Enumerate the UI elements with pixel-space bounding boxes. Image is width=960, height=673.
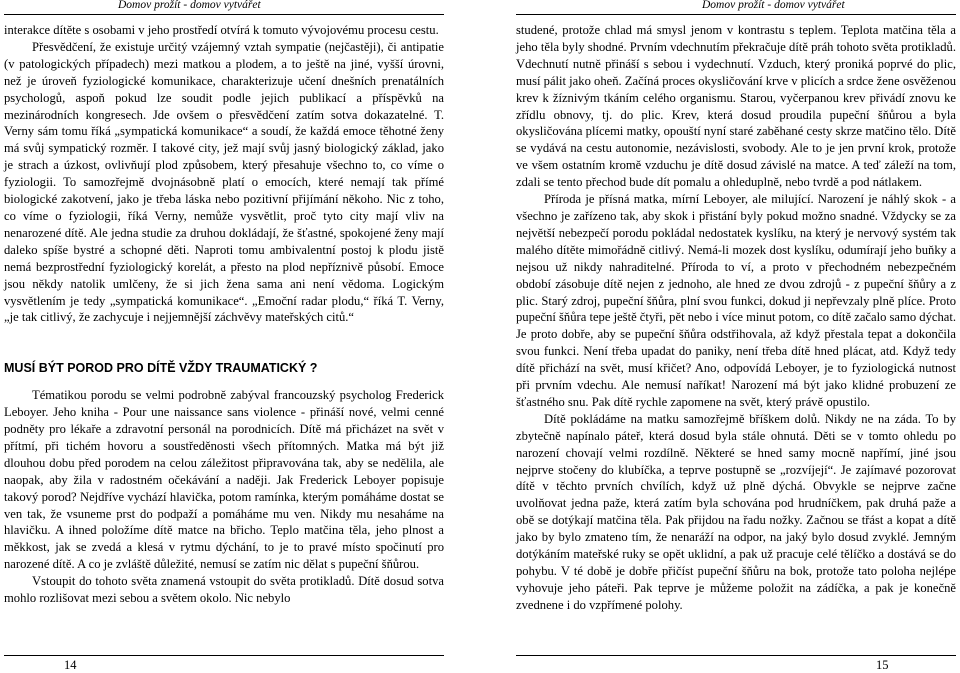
paragraph-world-of-contrasts: Vstoupit do tohoto světa znamená vstoupit do světa protikladů. Dítě dosud sotva mohlo rozlišovat mezi sebou a světem okolo. Nic nebylo (4, 574, 444, 606)
paragraph-cold-warm: studené, protože chlad má smysl jenom v kontrastu s teplem. Teplota matčina těla a jeho těla byly shodné. Prvním vdechnutím překračuje dítě práh tohoto světa protikladů. Vdechnutí nutně přináší s sebou i vydechnutí. Vzduch, který proniká poprvé do plic, musí pálit jako oheň. Začíná proces okysličování krve v plicích a srdce žene osvěženou krev k žíznivým tkáním celého organismu. Starou, vyčerpanou krev přivádí znovu ke zřídlu obnovy, tj. do plic. Krev, která dosud proudila pupeční šňůrou a byla okysličována plícemi matky, opouští nyní staré zaběhané cesty skrze matčino tělo. Dítě se vydává na cestu autonomie, nezávislosti, svobody. Ale to je jen první krok, protože ve všem ostatním kromě vzduchu je dítě dosud závislé na matce. A teď záleží na tom, zdali se tento přechod bude dít pomalu a ohleduplně, nebo tvrdě a pod nátlakem. (516, 23, 956, 190)
paragraph-continuation: interakce dítěte s osobami v jeho prostředí otvírá k tomuto vývojovému procesu cestu. (4, 23, 439, 37)
paragraph-leboyer: Tématikou porodu se velmi podrobně zabýval francouzský psycholog Frederick Leboyer. Jeho kniha - Pour une naissance sans violence - přináší nové, velmi cenné podněty pro lékaře a zdravotní personál na porodnicích. Dítě má přicházet na svět v přítmí, při tichém hovoru a soustředěnosti všech přítomných. Matka má být již dlouhou dobu před porodem na celou záležitost připravována tak, aby se nedělila, ale naopak, aby žila v radostném očekávání a naději. Jak Frederick Leboyer popisuje takový porod? Nejdříve vychází hlavička, potom ramínka, kterým pomáháme dostat se ven tak, že vsuneme prst do podpaží a pomáháme mu ven. Nikdy mu nesaháme na hlavičku. A ihned položíme dítě matce na břicho. Teplo matčina těla, jeho plnost a měkkost, jak se zvedá a klesá v rytmu dýchání, to je to pravé místo spočinutí pro narozené dítě. A co je zvláště důležité, nemusí se zatím nic dělat s pupeční šňůrou. (4, 388, 444, 572)
page-number-left: 14 (64, 658, 77, 672)
paragraph-nature-mother: Příroda je přísná matka, mírní Leboyer, ale milující. Narození je náhlý skok - a všechno je zařízeno tak, aby skok i přistání byly pokud možno snadné. Vždycky se za největší nebezpečí porodu pokládal nedostatek kyslíku, na který je nervový systém tak malého dítěte mimořádně citlivý. Nemá-li mozek dost kyslíku, odumírají jeho buňky a nejsou už nikdy nahraditelné. Příroda to ví, a proto v přechodném nebezpečném období zásobuje dítě nejen z jednoho, ale hned ze dvou zdrojů - z pupeční šňůry a z plic. Starý zdroj, pupeční šňůra, plní svou funkci, dokud ji nepřevzaly plně plíce. Proto pupeční šňůra tepe ještě čtyři, pět nebo i více minut potom, co dítě začalo samo dýchat. Je proto dobře, aby se pupeční šňůra odstřihovala, až když přestala tepat a dokončila svou funkci. Není třeba upadat do paniky, není třeba dítě hned plácat, atd. Když tedy dítě přichází na svět, musí křičet? Ano, odpovídá Leboyer, je to fyziologická nutnost při prvním vdechu. Ale nemusí naříkat! Narození má být jako klidné probuzení ze šťastného snu. Pak dítě rychle zapomene na svět, který právě opustilo. (516, 192, 956, 409)
header-title-left: Domov prožít - domov vytvářet (118, 0, 261, 11)
left-page (4, 0, 444, 672)
right-page (516, 0, 956, 672)
left-page-body (4, 22, 444, 607)
page-footer-left (4, 655, 444, 672)
running-header-left (4, 0, 444, 15)
section-heading: MUSÍ BÝT POROD PRO DÍTĚ VŽDY TRAUMATICKÝ ? (4, 361, 318, 376)
header-title-right: Domov prožít - domov vytvářet (702, 0, 845, 11)
paragraph-sympathy: Přesvědčení, že existuje určitý vzájemný vztah sympatie (nejčastěji), či antipatie (v patologických případech) mezi matkou a plodem, a to ještě na jiné, vyšší úrovni, než je úroveň fyziologické komunikace, charakterizuje učení dnešních prenatálních psychologů, aspoň pokud lze soudit podle jejich publikací a příspěvků na mezinárodních kongresech. Jde ovšem o přesvědčení zatím sotva dokazatelné. T. Verny sám tomu říká „sympatická komunikace“ a soudí, že každá emoce těhotné ženy má svůj sympatický rozměr. I takové city, jež mají svůj jasný biologický základ, jako je strach a úzkost, ovlivňují plod způsobem, který přesahuje všechno to, co víme o fyziologii. To samozřejmě dvojnásobně platí o emocích, které nemají tak přímé biologické zakotvení, jako je třeba láska nebo pozitivní přijímání někoho. Nic z toho, co víme o fyziologii, říká Verny, nemůže vysvětlit, proč tyto city mají vliv na nenarozené dítě. Ale jedna studie za druhou dokládají, že šťastné, spokojené ženy mají daleko spíše bystré a schopné děti. Naproti tomu ambivalentní postoj k plodu jistě nemá bezprostřední fyziologický korelát, a přesto na plod nepříznivě působí. Emoce jsou někdy natolik umlčeny, že si jich žena sama ani není vědoma. Logickým vysvětlením je tedy „sympatická komunikace“. „Emoční radar plodu,“ říká T. Verny, „je tak citlivý, že zachycuje i nejjemnější záchvěvy mateřských citů.“ (4, 39, 444, 325)
paragraph-placing-baby: Dítě pokládáme na matku samozřejmě bříškem dolů. Nikdy ne na záda. To by zbytečně napínalo páteř, která dosud byla stále ohnutá. Děti se v tomto ohledu po narození chovají velmi rozdílně. Některé se hned samy mocně napřímí, jiné jsou nejprve stočeny do klubíčka, a teprve postupně se „rozvíjejí“. Je zajímavé pozorovat dítě v těchto prvních chvílích, když už plně dýchá. Obvykle se nejprve začne uvolňovat jedna paže, která zatím byla schována pod hrudníčkem, pak druhá paže a obě se dotýkají matčina těla. Pak přijdou na řadu nožky. Začnou se třást a kopat a dítě jako by bylo zmateno tím, že nenaráží na odpor, na jaký bylo dosud zvyklé. Jemným dotýkáním mateřské ruky se opět uklidní, a pak už pracuje celé tělíčko a dostává se do pohybu. V té době je dobře přičíst pupeční šňůru na bok, protože tato poloha nejlépe vyhovuje jeho páteři. Pak teprve je můžeme položit na zádíčka, a pak je konečně zvednene i do vzpřímené polohy. (516, 411, 956, 612)
running-header-right (516, 0, 956, 15)
right-page-body (516, 22, 956, 614)
page-footer-right (516, 655, 956, 672)
page-number-right: 15 (876, 658, 889, 672)
